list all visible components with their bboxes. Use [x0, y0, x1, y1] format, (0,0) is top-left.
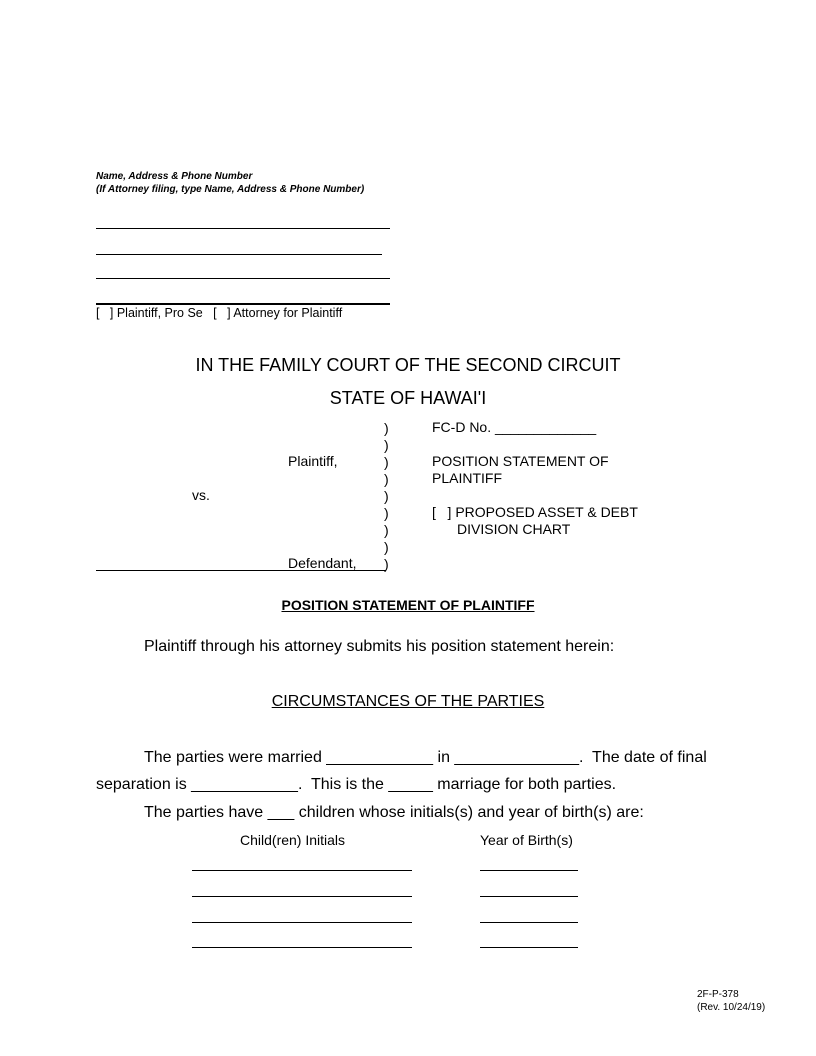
para-line3[interactable]: The parties have ___ children whose initials(s) and year of birth(s) are:	[144, 804, 644, 821]
plaintiff-label: Plaintiff,	[288, 453, 338, 469]
paren: )	[384, 420, 389, 436]
paren: )	[384, 539, 389, 555]
doc-title-line1: POSITION STATEMENT OF	[432, 453, 609, 469]
defendant-name-line[interactable]	[96, 570, 386, 571]
vs-label: vs.	[192, 487, 210, 503]
intro-text: Plaintiff through his attorney submits his position statement herein:	[144, 638, 615, 655]
child-initials-line[interactable]	[192, 896, 412, 897]
asset-debt-checkbox[interactable]: [ ] PROPOSED ASSET & DEBT	[432, 504, 638, 520]
doc-title-line2: PLAINTIFF	[432, 470, 503, 486]
col-year-header: Year of Birth(s)	[480, 832, 573, 848]
child-initials-line[interactable]	[192, 870, 412, 871]
court-state: STATE OF HAWAI'I	[329, 388, 487, 408]
paren: )	[384, 505, 389, 521]
filer-options[interactable]: [ ] Plaintiff, Pro Se [ ] Attorney for Plaintiff	[96, 306, 343, 320]
court-title: IN THE FAMILY COURT OF THE SECOND CIRCUIT	[195, 355, 621, 375]
paren: )	[384, 471, 389, 487]
form-revision: (Rev. 10/24/19)	[697, 1002, 766, 1013]
address-line-4[interactable]	[96, 303, 390, 305]
header-label-line2: (If Attorney filing, type Name, Address & Phone Number)	[96, 184, 365, 195]
section-heading: CIRCUMSTANCES OF THE PARTIES	[271, 693, 545, 710]
address-line-1[interactable]	[96, 228, 390, 229]
defendant-label: Defendant,	[288, 555, 357, 571]
paren: )	[384, 556, 389, 572]
child-initials-line[interactable]	[192, 922, 412, 923]
form-number: 2F-P-378	[697, 989, 739, 1000]
case-number[interactable]: FC-D No. _____________	[432, 419, 597, 435]
col-initials-header: Child(ren) Initials	[240, 832, 346, 848]
address-line-2[interactable]	[96, 254, 382, 255]
paren: )	[384, 454, 389, 470]
header-label-line1: Name, Address & Phone Number	[96, 171, 253, 182]
body-heading: POSITION STATEMENT OF PLAINTIFF	[281, 597, 535, 613]
para-line2[interactable]: separation is ____________. This is the _____ marriage for both parties.	[96, 776, 617, 793]
child-year-line[interactable]	[480, 870, 578, 871]
child-year-line[interactable]	[480, 896, 578, 897]
asset-debt-line2: DIVISION CHART	[457, 521, 571, 537]
address-line-3[interactable]	[96, 278, 390, 279]
child-year-line[interactable]	[480, 922, 578, 923]
child-year-line[interactable]	[480, 947, 578, 948]
paren: )	[384, 522, 389, 538]
child-initials-line[interactable]	[192, 947, 412, 948]
para-line1[interactable]: The parties were married ____________ in ______________. The date of final	[144, 749, 707, 766]
paren: )	[384, 488, 389, 504]
paren: )	[384, 437, 389, 453]
